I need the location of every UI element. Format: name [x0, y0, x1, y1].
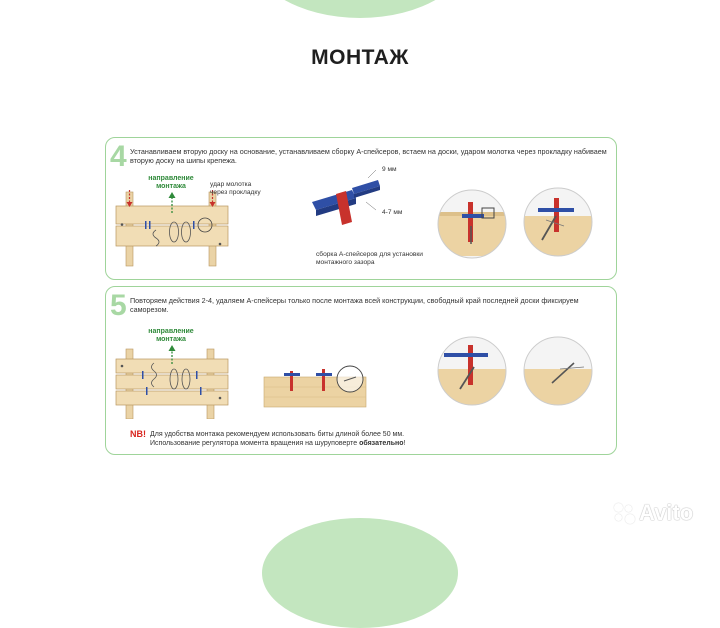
- avito-watermark: [612, 500, 693, 526]
- step-5-panel: [105, 286, 617, 455]
- nb-line-1: Для удобства монтажа рекомендуем использовать биты длиной более 50 мм.: [150, 431, 405, 438]
- avito-logo-icon: [612, 501, 636, 525]
- nb-line-2: [150, 439, 590, 448]
- step-4-hammer-label: удар молотка через прокладку: [210, 181, 261, 196]
- nb-line-2-bold: обязательно: [359, 440, 404, 447]
- step-5-number: 5: [110, 289, 127, 322]
- step-5-text: Повторяем действия 2-4, удаляем А-спейсеры только после монтажа всей конструкции, свободный край последней доски фиксируем саморезом.: [130, 296, 579, 314]
- nb-label: NB!: [130, 429, 146, 439]
- spacer-caption: сборка А-спейсеров для установки монтажного зазора: [316, 251, 423, 266]
- board-with-screws-icon: [262, 361, 370, 411]
- direction-arrow-icon: [168, 345, 176, 365]
- dimension-4-7mm-label: 4-7 мм: [382, 209, 403, 216]
- step-4-panel: [105, 137, 617, 280]
- step-4-direction-label: направление монтажа: [148, 175, 194, 190]
- spacer-assembly-icon: [306, 168, 396, 230]
- nb-line-2-start: Использование регулятора момента вращения на шуруповерте: [150, 440, 360, 447]
- decor-bottom-circle: [262, 518, 458, 628]
- step-5-detail-circles: [434, 333, 602, 411]
- step-4-detail-circles: [434, 186, 602, 264]
- direction-arrow-icon: [168, 192, 176, 214]
- avito-brand: Avito: [639, 500, 694, 525]
- nb-line-2-end: !: [403, 440, 406, 447]
- step-5-direction-label: направление монтажа: [148, 328, 194, 343]
- step-4-number: 4: [110, 140, 127, 173]
- page-title: МОНТАЖ: [311, 46, 409, 69]
- nb-note: [150, 430, 590, 448]
- dimension-9mm-label: 9 мм: [382, 166, 397, 173]
- decor-top-circle: [248, 0, 472, 18]
- step-4-text: Устанавливаем вторую доску на основание, устанавливаем сборку А-спейсеров, встаем на доски, ударом молотка через прокладку набиваем вторую доску на шипы крепежа.: [130, 147, 607, 165]
